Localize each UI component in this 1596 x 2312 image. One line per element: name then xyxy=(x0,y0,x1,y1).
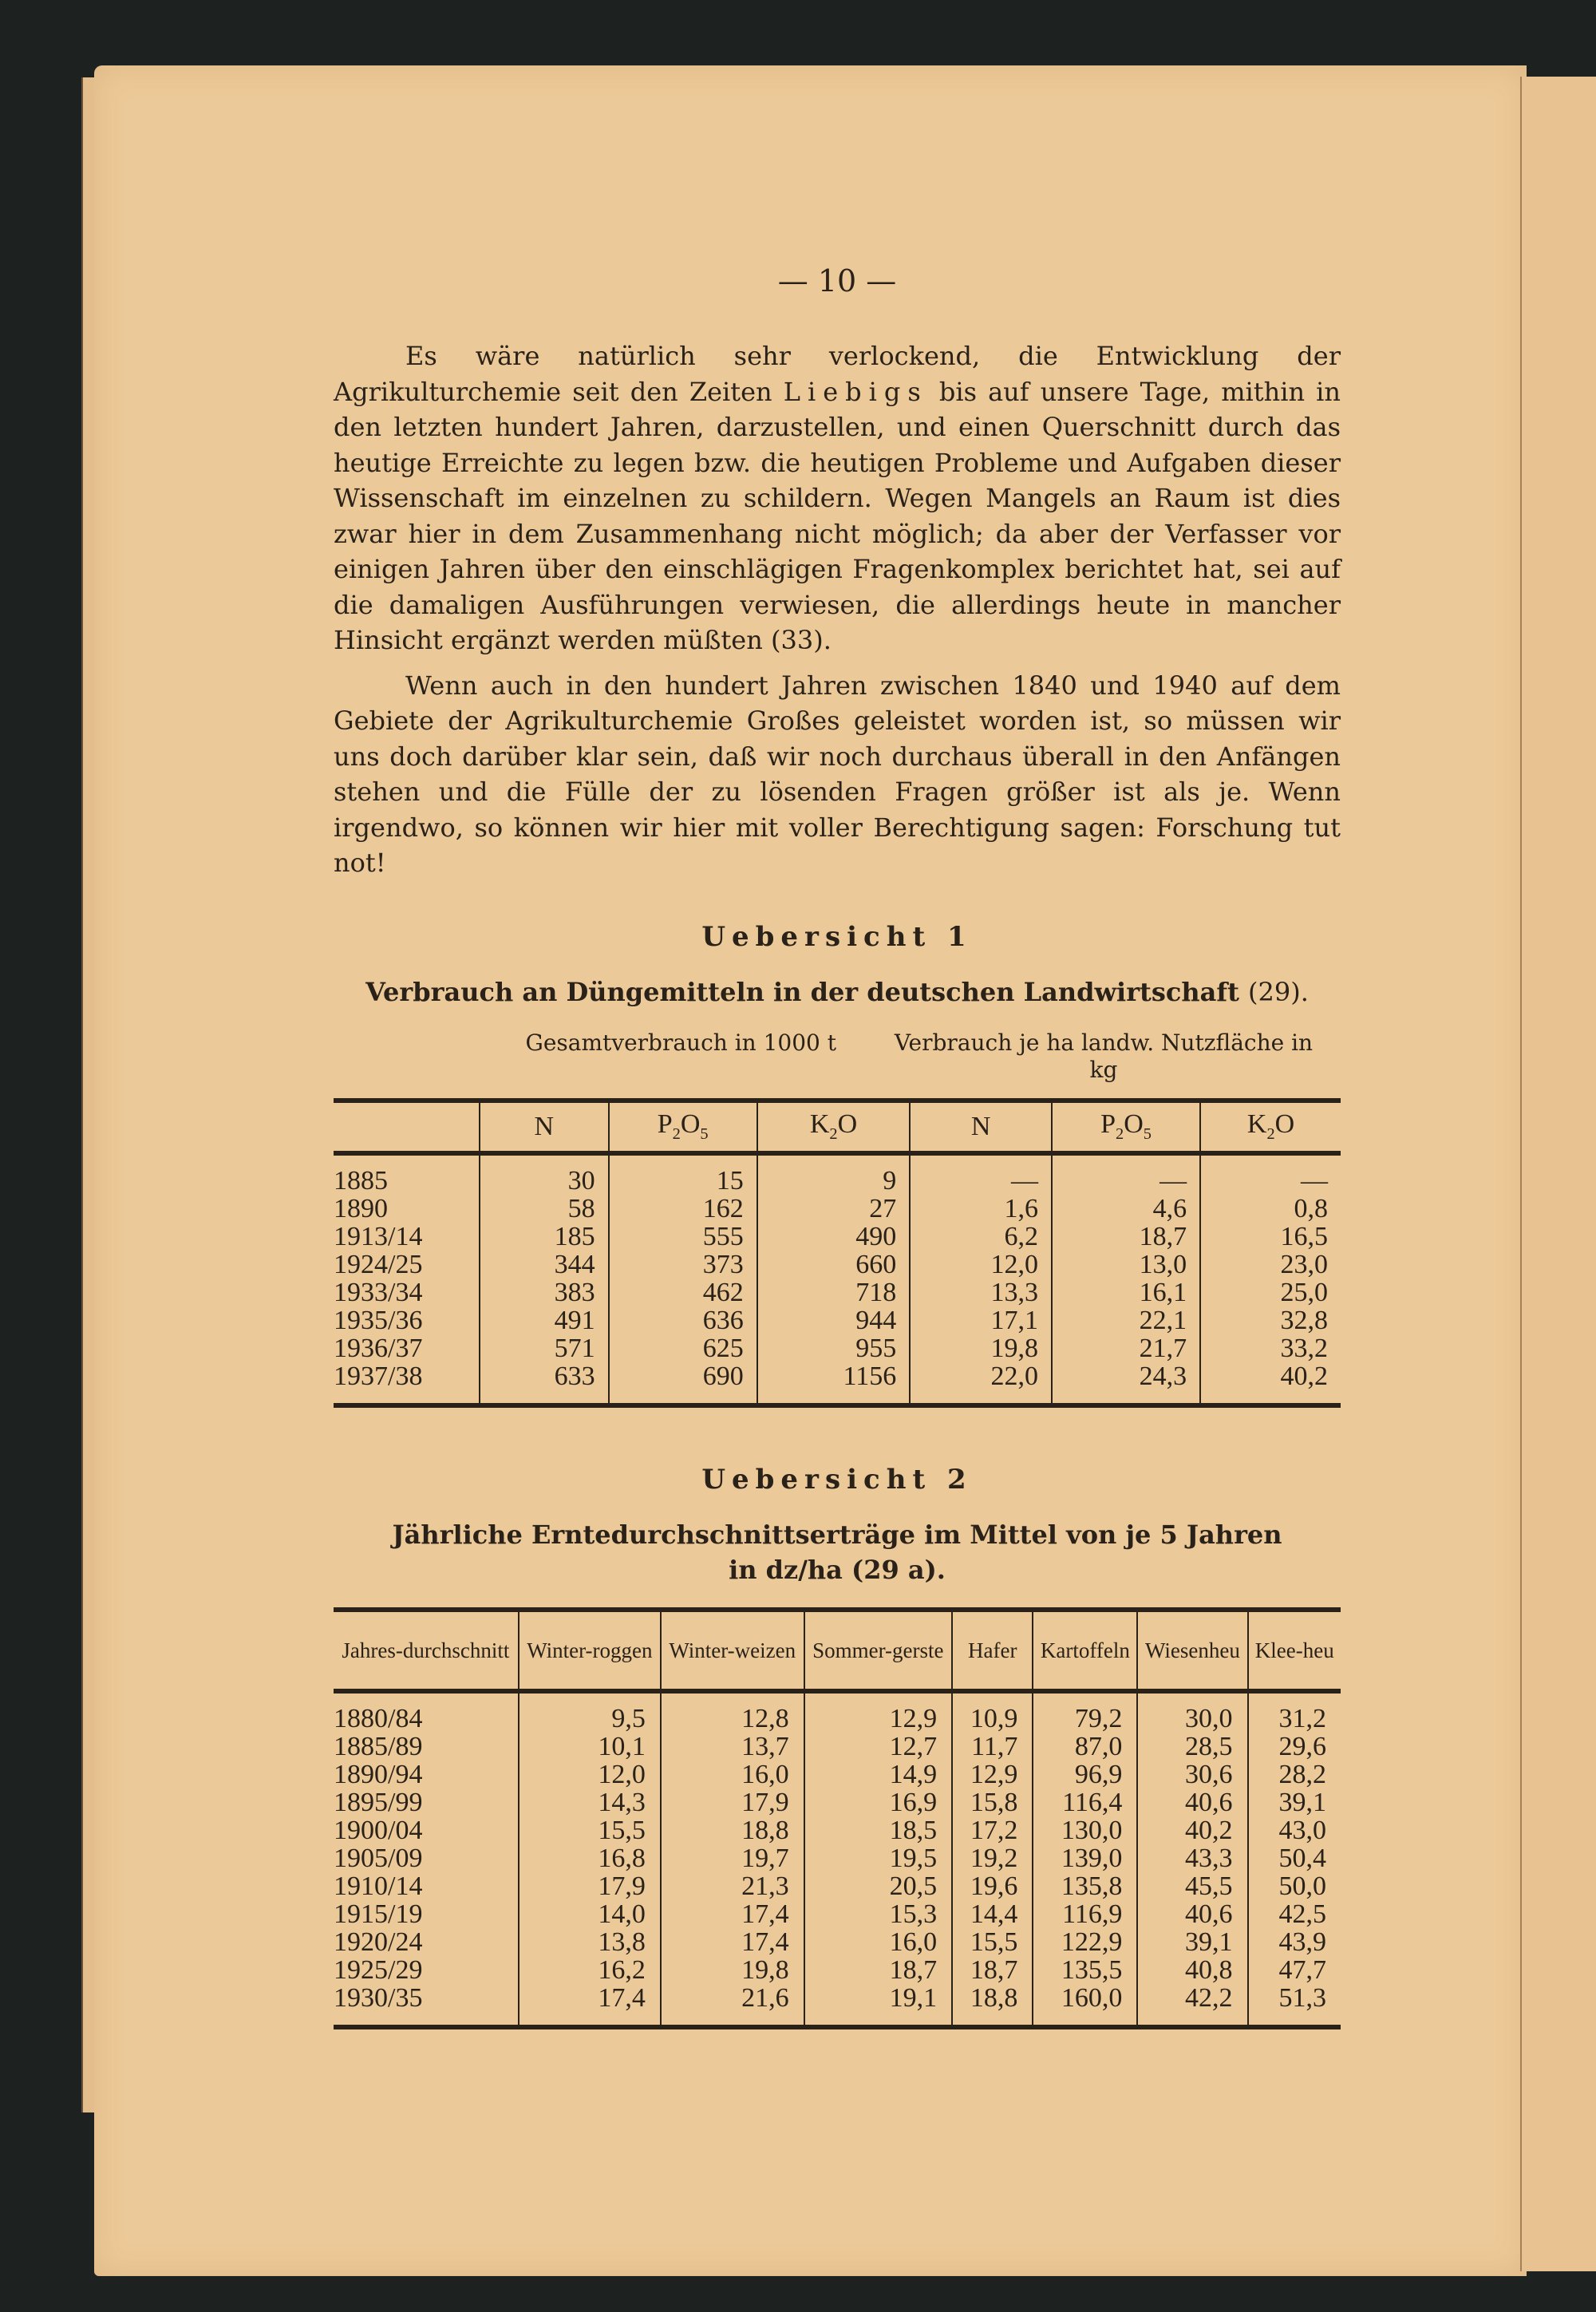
table1-cell-year: 1933/34 xyxy=(334,1277,423,1307)
table2-col-header: Klee-heu xyxy=(1248,1610,1341,1691)
table2-cell-period: 1930/35 xyxy=(334,1984,519,2027)
table2-cell: 9,5 xyxy=(519,1691,661,1733)
table2-cell: 19,8 xyxy=(661,1956,804,1984)
table2-cell: 96,9 xyxy=(1033,1761,1137,1788)
table1-cell: 718 xyxy=(757,1279,911,1306)
table1-col-n-total: N xyxy=(480,1101,609,1153)
table2-cell: 16,0 xyxy=(661,1761,804,1788)
paragraph-2: Wenn auch in den hundert Jahren zwischen 1840 und 1940 auf dem Gebiete der Agrikulturchemie Großes geleistet worden ist, so müssen wir uns doch darüber klar sein, daß wir noch durchaus überall in den Anfängen stehen und die Fülle der zu lösenden Fragen größer ist als je. Wenn irgendwo, so können wir hier mit voller Berechtigung sagen: Forschung tut not! xyxy=(334,670,1341,878)
table2-row xyxy=(334,1788,1341,1816)
table1-cell: 1,6 xyxy=(910,1195,1052,1223)
table1-row xyxy=(334,1279,1341,1306)
table2-cell: 13,7 xyxy=(661,1733,804,1761)
table2-cell: 30,0 xyxy=(1137,1691,1247,1733)
table2-cell: 139,0 xyxy=(1033,1844,1137,1872)
table2-cell: 135,5 xyxy=(1033,1956,1137,1984)
table1-cell: 162 xyxy=(609,1195,757,1223)
table2-cell: 16,8 xyxy=(519,1844,661,1872)
table2-cell: 18,8 xyxy=(661,1816,804,1844)
table2-row xyxy=(334,1733,1341,1761)
table2-cell: 19,2 xyxy=(952,1844,1033,1872)
table2-cell: 18,5 xyxy=(804,1816,953,1844)
table2-header-row xyxy=(334,1610,1341,1691)
table1-row xyxy=(334,1223,1341,1251)
table1-cell-year: 1924/25 xyxy=(334,1249,423,1279)
table2-cell: 12,7 xyxy=(804,1733,953,1761)
table1-col-k2o-total: $K_2O$ xyxy=(757,1101,911,1153)
table1-cell: 4,6 xyxy=(1052,1195,1200,1223)
table2-row xyxy=(334,1761,1341,1788)
table2-row xyxy=(334,1844,1341,1872)
table2-cell: 16,0 xyxy=(804,1928,953,1956)
table1-title-text: Verbrauch an Düngemitteln in der deutschen Landwirtschaft xyxy=(365,976,1239,1007)
table2 xyxy=(334,1607,1341,2029)
table1-cell: 490 xyxy=(757,1223,911,1251)
table2-cell: 20,5 xyxy=(804,1872,953,1900)
paragraph-1-text-a: Es wäre natürlich sehr verlockend, die Entwicklung der Agrikulturchemie seit den Zeiten xyxy=(334,341,1341,407)
table2-cell: 18,7 xyxy=(952,1956,1033,1984)
table1-cell-year: 1885 xyxy=(334,1165,388,1196)
table2-cell: 28,5 xyxy=(1137,1733,1247,1761)
table1-cell: 25,0 xyxy=(1200,1279,1341,1306)
table2-cell: 19,5 xyxy=(804,1844,953,1872)
paragraph-1-text-b: bis auf unsere Tage, mithin in den letzten hundert Jahren, darzustellen, und einen Querschnitt durch das heutige Erreichte zu legen bzw. die heutigen Probleme und Aufgaben dieser Wissenschaft im einzelnen zu schildern. Wegen Mangels an Raum ist dies zwar hier in dem Zusammenhang nicht möglich; da aber der Verfasser vor einigen Jahren über den einschlägigen Fragenkomplex berichtet hat, sei auf die damaligen Ausführungen verwiesen, die allerdings heute in mancher Hinsicht ergänzt werden müßten (33). xyxy=(334,376,1341,655)
table1-cell: 32,8 xyxy=(1200,1306,1341,1334)
table2-cell: 50,0 xyxy=(1248,1872,1341,1900)
paragraph-1 xyxy=(334,338,1341,658)
table2-cell: 42,5 xyxy=(1248,1900,1341,1928)
table1-group-headers xyxy=(334,1030,1341,1084)
table1-cell: 22,0 xyxy=(910,1362,1052,1405)
table1-cell: 21,7 xyxy=(1052,1334,1200,1362)
table2-cell: 17,4 xyxy=(661,1900,804,1928)
table2-cell: 87,0 xyxy=(1033,1733,1137,1761)
table2-row xyxy=(334,1816,1341,1844)
table1-col-n-per-ha: N xyxy=(910,1101,1052,1153)
table1-cell: 18,7 xyxy=(1052,1223,1200,1251)
table1-cell: 6,2 xyxy=(910,1223,1052,1251)
table2-cell: 39,1 xyxy=(1248,1788,1341,1816)
table2-cell: 51,3 xyxy=(1248,1984,1341,2027)
table2-cell: 19,6 xyxy=(952,1872,1033,1900)
table2-cell: 43,0 xyxy=(1248,1816,1341,1844)
table1-cell: 16,5 xyxy=(1200,1223,1341,1251)
table1-cell: 22,1 xyxy=(1052,1306,1200,1334)
table2-cell: 15,5 xyxy=(519,1816,661,1844)
table2-cell: 39,1 xyxy=(1137,1928,1247,1956)
table2-cell: 19,7 xyxy=(661,1844,804,1872)
table2-cell: 15,3 xyxy=(804,1900,953,1928)
table2-cell-period: 1920/24 xyxy=(334,1927,423,1957)
table1-cell: 636 xyxy=(609,1306,757,1334)
table2-title-unit: in dz/ha (29 a). xyxy=(729,1554,946,1585)
table1-group-total: Gesamtverbrauch in 1000 t xyxy=(525,1029,836,1056)
table1-cell: 373 xyxy=(609,1251,757,1279)
table2-cell: 18,7 xyxy=(804,1956,953,1984)
table1-header-row xyxy=(334,1101,1341,1153)
table2-row xyxy=(334,1928,1341,1956)
table1-cell: — xyxy=(910,1153,1052,1195)
table1-cell: 491 xyxy=(480,1306,609,1334)
table2-cell: 40,6 xyxy=(1137,1788,1247,1816)
table1-row xyxy=(334,1251,1341,1279)
table1-cell: 185 xyxy=(480,1223,609,1251)
table2-cell: 14,4 xyxy=(952,1900,1033,1928)
table2-title: Jährliche Erntedurchschnittserträge im Mittel von je 5 Jahren xyxy=(392,1519,1282,1550)
table2-cell: 45,5 xyxy=(1137,1872,1247,1900)
table2-cell: 31,2 xyxy=(1248,1691,1341,1733)
table1-cell: 1156 xyxy=(757,1362,911,1405)
table2-cell: 16,2 xyxy=(519,1956,661,1984)
table2-cell: 28,2 xyxy=(1248,1761,1341,1788)
table2-col-header: Wiesenheu xyxy=(1137,1610,1247,1691)
table1-row xyxy=(334,1334,1341,1362)
table1-cell: 660 xyxy=(757,1251,911,1279)
table2-cell: 30,6 xyxy=(1137,1761,1247,1788)
table2-cell: 12,0 xyxy=(519,1761,661,1788)
table2-cell: 116,9 xyxy=(1033,1900,1137,1928)
table1-cell: 30 xyxy=(480,1153,609,1195)
table1 xyxy=(334,1098,1341,1408)
table2-row xyxy=(334,1900,1341,1928)
table2-cell: 14,9 xyxy=(804,1761,953,1788)
table1-col-year xyxy=(334,1101,480,1153)
table2-row xyxy=(334,1984,1341,2027)
table1-cell: 955 xyxy=(757,1334,911,1362)
table1-cell: — xyxy=(1200,1153,1341,1195)
table1-cell: 633 xyxy=(480,1362,609,1405)
table1-cell: 15 xyxy=(609,1153,757,1195)
table1-cell: 462 xyxy=(609,1279,757,1306)
table2-cell: 16,9 xyxy=(804,1788,953,1816)
page-content xyxy=(334,263,1341,2029)
table1-title xyxy=(334,977,1341,1007)
table2-cell: 10,9 xyxy=(952,1691,1033,1733)
table2-cell: 29,6 xyxy=(1248,1733,1341,1761)
table2-cell: 15,8 xyxy=(952,1788,1033,1816)
table2-row xyxy=(334,1691,1341,1733)
table1-cell-year: 1890 xyxy=(334,1193,388,1223)
table2-row xyxy=(334,1872,1341,1900)
table1-group-per-ha: Verbrauch je ha landw. Nutzfläche in kg xyxy=(894,1029,1314,1083)
table1-cell: 944 xyxy=(757,1306,911,1334)
table2-col-header: Winter-weizen xyxy=(661,1610,804,1691)
table1-cell: 383 xyxy=(480,1279,609,1306)
table1-cell: 555 xyxy=(609,1223,757,1251)
table2-cell: 17,2 xyxy=(952,1816,1033,1844)
table2-cell-period: 1910/14 xyxy=(334,1871,423,1901)
name-liebigs: Liebigs xyxy=(783,376,928,407)
table2-cell: 17,9 xyxy=(661,1788,804,1816)
table2-cell-period: 1900/04 xyxy=(334,1815,423,1845)
table2-col-header: Jahres-durchschnitt xyxy=(334,1610,519,1691)
table2-cell: 40,6 xyxy=(1137,1900,1247,1928)
table2-cell: 21,3 xyxy=(661,1872,804,1900)
table1-row xyxy=(334,1153,1341,1195)
page-number: — 10 — xyxy=(777,263,897,298)
table1-cell: 13,3 xyxy=(910,1279,1052,1306)
table2-cell: 135,8 xyxy=(1033,1872,1137,1900)
table2-cell: 17,9 xyxy=(519,1872,661,1900)
table1-cell-year: 1913/14 xyxy=(334,1221,423,1251)
table2-cell-period: 1925/29 xyxy=(334,1954,423,1985)
table2-cell-period: 1880/84 xyxy=(334,1703,423,1733)
table1-cell: 0,8 xyxy=(1200,1195,1341,1223)
table1-row xyxy=(334,1362,1341,1405)
table2-cell: 130,0 xyxy=(1033,1816,1137,1844)
table1-cell: 625 xyxy=(609,1334,757,1362)
table1-cell: 13,0 xyxy=(1052,1251,1200,1279)
table1-cell: 571 xyxy=(480,1334,609,1362)
table1-row xyxy=(334,1306,1341,1334)
table1-cell: 58 xyxy=(480,1195,609,1223)
table1-cell-year: 1935/36 xyxy=(334,1305,423,1335)
table2-cell: 40,8 xyxy=(1137,1956,1247,1984)
table1-cell: 33,2 xyxy=(1200,1334,1341,1362)
table2-cell: 14,3 xyxy=(519,1788,661,1816)
table2-cell: 12,9 xyxy=(952,1761,1033,1788)
table2-cell: 12,8 xyxy=(661,1691,804,1733)
table1-heading: Uebersicht 1 xyxy=(701,920,973,953)
table1-cell-year: 1936/37 xyxy=(334,1333,423,1363)
table2-col-header: Kartoffeln xyxy=(1033,1610,1137,1691)
table2-cell: 19,1 xyxy=(804,1984,953,2027)
table1-cell: 23,0 xyxy=(1200,1251,1341,1279)
table2-col-header: Hafer xyxy=(952,1610,1033,1691)
table2-row xyxy=(334,1956,1341,1984)
table2-cell: 17,4 xyxy=(661,1928,804,1956)
table1-cell: 9 xyxy=(757,1153,911,1195)
table1-row xyxy=(334,1195,1341,1223)
table2-cell: 17,4 xyxy=(519,1984,661,2027)
table2-cell: 10,1 xyxy=(519,1733,661,1761)
table2-heading: Uebersicht 2 xyxy=(701,1463,973,1496)
table2-cell: 43,9 xyxy=(1248,1928,1341,1956)
table2-cell-period: 1905/09 xyxy=(334,1843,423,1873)
table2-cell: 40,2 xyxy=(1137,1816,1247,1844)
table2-cell: 79,2 xyxy=(1033,1691,1137,1733)
table1-col-p2o5-per-ha: $P_2O_5$ xyxy=(1052,1101,1200,1153)
table1-cell: 16,1 xyxy=(1052,1279,1200,1306)
table2-cell-period: 1890/94 xyxy=(334,1759,423,1789)
table1-cell: 24,3 xyxy=(1052,1362,1200,1405)
table2-cell: 14,0 xyxy=(519,1900,661,1928)
table2-cell-period: 1915/19 xyxy=(334,1899,423,1929)
table2-col-header: Sommer-gerste xyxy=(804,1610,953,1691)
table1-cell: 40,2 xyxy=(1200,1362,1341,1405)
table2-cell: 47,7 xyxy=(1248,1956,1341,1984)
table1-cell: 27 xyxy=(757,1195,911,1223)
table1-cell: 19,8 xyxy=(910,1334,1052,1362)
table2-cell: 50,4 xyxy=(1248,1844,1341,1872)
table2-cell: 11,7 xyxy=(952,1733,1033,1761)
table1-cell: 690 xyxy=(609,1362,757,1405)
table2-cell: 43,3 xyxy=(1137,1844,1247,1872)
table1-cell: 12,0 xyxy=(910,1251,1052,1279)
table2-col-header: Winter-roggen xyxy=(519,1610,661,1691)
table2-cell: 15,5 xyxy=(952,1928,1033,1956)
table2-cell-period: 1885/89 xyxy=(334,1731,423,1761)
table2-cell: 122,9 xyxy=(1033,1928,1137,1956)
table2-cell: 116,4 xyxy=(1033,1788,1137,1816)
table2-cell: 42,2 xyxy=(1137,1984,1247,2027)
table2-cell-period: 1895/99 xyxy=(334,1787,423,1817)
table2-cell: 21,6 xyxy=(661,1984,804,2027)
table1-cell: 17,1 xyxy=(910,1306,1052,1334)
table1-col-k2o-per-ha: $K_2O$ xyxy=(1200,1101,1341,1153)
table2-cell: 160,0 xyxy=(1033,1984,1137,2027)
table2-cell: 12,9 xyxy=(804,1691,953,1733)
table1-cell: — xyxy=(1052,1153,1200,1195)
facing-page-edge xyxy=(1520,77,1596,2271)
table1-col-p2o5-total: $P_2O_5$ xyxy=(609,1101,757,1153)
table2-cell: 18,8 xyxy=(952,1984,1033,2027)
table2-cell: 13,8 xyxy=(519,1928,661,1956)
table1-cell-year: 1937/38 xyxy=(334,1362,480,1405)
table1-cell: 344 xyxy=(480,1251,609,1279)
table1-ref: (29). xyxy=(1248,976,1309,1007)
